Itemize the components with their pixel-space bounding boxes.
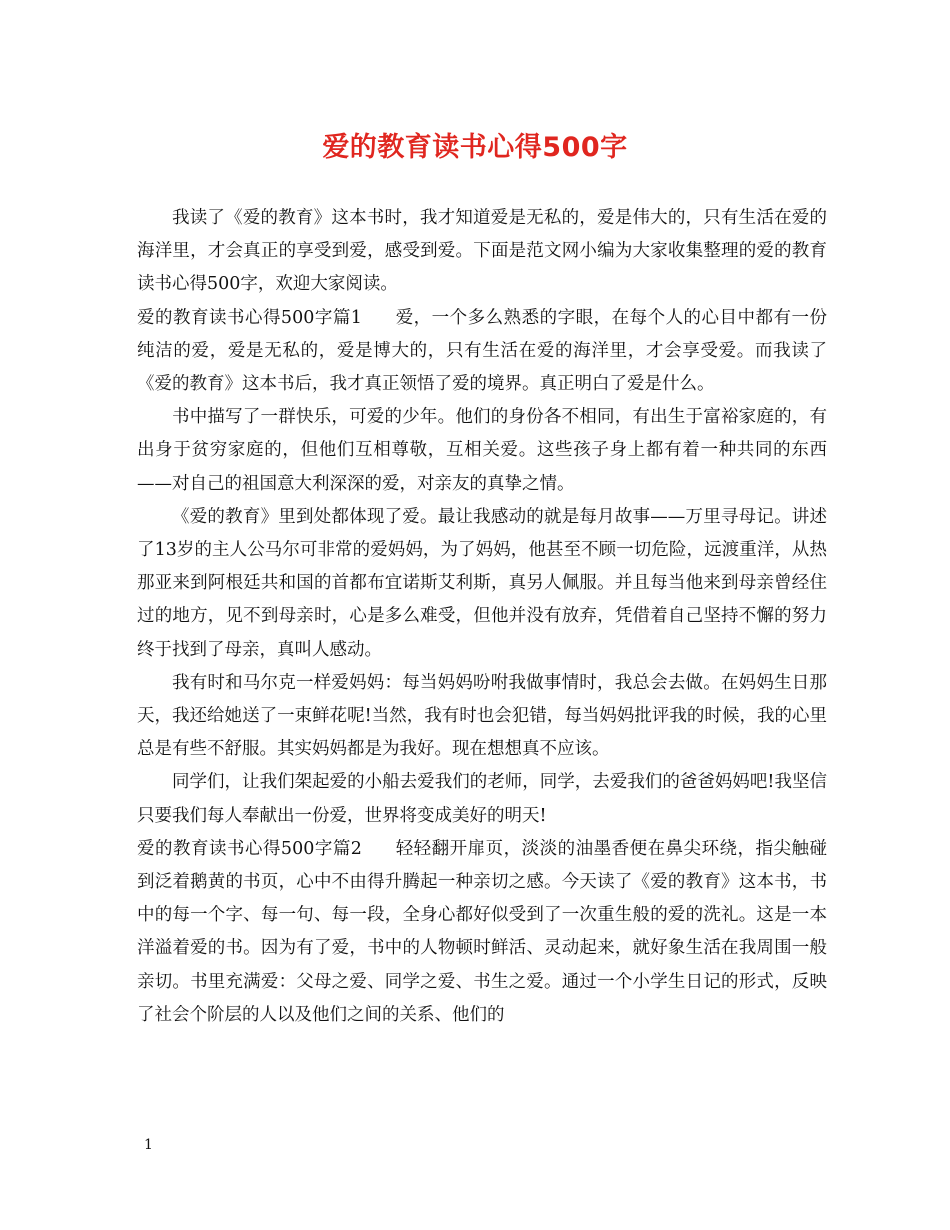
body-paragraph: 《爱的教育》里到处都体现了爱。最让我感动的就是每月故事——万里寻母记。讲述了13岁的主人公马尔可非常的爱妈妈，为了妈妈，他甚至不顾一切危险，远渡重洋，从热那亚来到阿根廷共和国的首都布宜诺斯艾利斯，真另人佩服。并且每当他来到母亲曾经住过的地方，见不到母亲时，心是多么难受，但他并没有放弃，凭借着自己坚持不懈的努力终于找到了母亲，真叫人感动。	[137, 506, 827, 660]
page-number: 1	[144, 1137, 153, 1153]
body-paragraph: 书中描写了一群快乐，可爱的少年。他们的身份各不相同，有出生于富裕家庭的，有出身于贫穷家庭的，但他们互相尊敬，互相关爱。这些孩子身上都有着一种共同的东西——对自己的祖国意大利深深的爱，对亲友的真挚之情。	[137, 407, 827, 494]
essay-1-heading: 爱的教育读书心得500字篇1	[137, 307, 362, 328]
body-paragraph: 同学们，让我们架起爱的小船去爱我们的老师，同学，去爱我们的爸爸妈妈吧!我坚信只要我们每人奉献出一份爱，世界将变成美好的明天!	[137, 772, 827, 826]
body-paragraph: 我有时和马尔克一样爱妈妈：每当妈妈吩咐我做事情时，我总会去做。在妈妈生日那天，我还给她送了一束鲜花呢!当然，我有时也会犯错，每当妈妈批评我的时候，我的心里总是有些不舒服。其实妈妈都是为我好。现在想想真不应该。	[137, 672, 827, 760]
essay-1-first-paragraph-text: 爱，一个多么熟悉的字眼，在每个人的心目中都有一份纯洁的爱，爱是无私的，爱是博大的，只有生活在爱的海洋里，才会享受爱。而我读了《爱的教育》这本书后，我才真正领悟了爱的境界。真正明白了爱是什么。	[137, 307, 827, 395]
essay-2-first-paragraph-text: 轻轻翻开扉页，淡淡的油墨香便在鼻尖环绕，指尖触碰到泛着鹅黄的书页，心中不由得升腾起一种亲切之感。今天读了《爱的教育》这本书，书中的每一个字、每一句、每一段，全身心都好似受到了一次重生般的爱的洗礼。这是一本洋溢着爱的书。因为有了爱，书中的人物顿时鲜活、灵动起来，就好象生活在我周围一般亲切。书里充满爱：父母之爱、同学之爱、书生之爱。通过一个小学生日记的形式，反映了社会个阶层的人以及他们之间的关系、他们的	[137, 838, 827, 1025]
intro-paragraph: 我读了《爱的教育》这本书时，我才知道爱是无私的，爱是伟大的，只有生活在爱的海洋里，才会真正的享受到爱，感受到爱。下面是范文网小编为大家收集整理的爱的教育读书心得500字，欢迎大家阅读。	[137, 208, 827, 295]
document-body	[137, 202, 827, 1032]
document-title: 爱的教育读书心得500字	[322, 132, 628, 163]
essay-2-first-paragraph	[137, 833, 827, 1032]
essay-1-first-paragraph	[137, 302, 827, 402]
essay-2-heading: 爱的教育读书心得500字篇2	[137, 838, 362, 859]
